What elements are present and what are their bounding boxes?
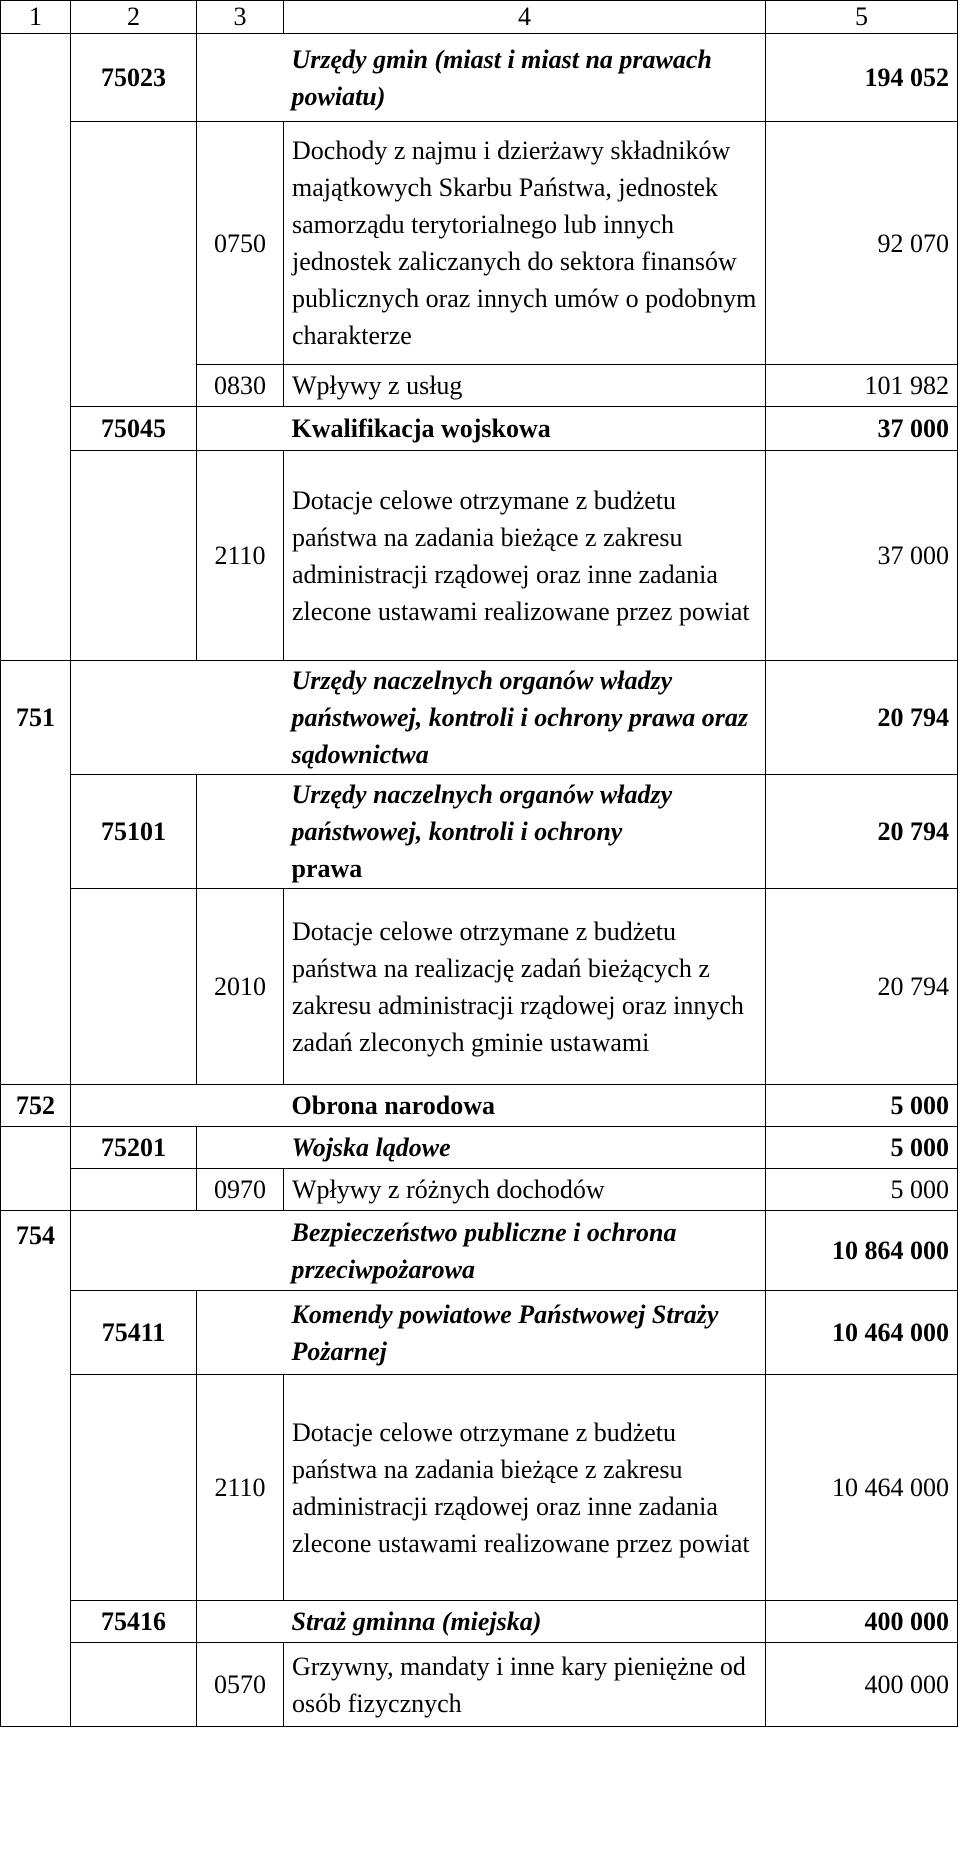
nazwa-cell: Bezpieczeństwo publiczne i ochrona przeciwpożarowa: [284, 1211, 766, 1291]
kwota-cell: 37 000: [766, 407, 958, 451]
table-row: [1, 1127, 958, 1169]
kwota-cell: 92 070: [766, 122, 958, 365]
paragraf-cell: 0970: [197, 1169, 284, 1211]
header-col-4: 4: [284, 1, 766, 34]
rozdzial-cell: 75045: [71, 407, 197, 451]
table-row: [1, 34, 958, 122]
nazwa-cell: Grzywny, mandaty i inne kary pieniężne od osób fizycznych: [284, 1643, 766, 1727]
kwota-cell: 400 000: [766, 1643, 958, 1727]
header-col-1: 1: [1, 1, 71, 34]
nazwa-cell: Wpływy z różnych dochodów: [284, 1169, 766, 1211]
table-row: [1, 365, 958, 407]
paragraf-cell: [197, 407, 284, 451]
dzial-cell: [1, 122, 71, 365]
nazwa-cell: Kwalifikacja wojskowa: [284, 407, 766, 451]
paragraf-cell: 0570: [197, 1643, 284, 1727]
kwota-cell: 194 052: [766, 34, 958, 122]
table-row: [1, 1291, 958, 1375]
kwota-cell: 5 000: [766, 1127, 958, 1169]
nazwa-cell: Dotacje celowe otrzymane z budżetu państwa na realizację zadań bieżących z zakresu administracji rządowej oraz innych zadań zleconych gminie ustawami: [284, 889, 766, 1085]
dzial-cell: [1, 1169, 71, 1211]
dzial-cell: [1, 451, 71, 661]
nazwa-cell: Urzędy gmin (miast i miast na prawach powiatu): [284, 34, 766, 122]
rozdzial-cell: 75416: [71, 1601, 197, 1643]
kwota-cell: 10 464 000: [766, 1375, 958, 1601]
rozdzial-cell: 75101: [71, 775, 197, 889]
paragraf-cell: 0750: [197, 122, 284, 365]
paragraf-cell: [197, 1601, 284, 1643]
rozdzial-cell: [71, 661, 197, 775]
nazwa-cell: Dotacje celowe otrzymane z budżetu państwa na zadania bieżące z zakresu administracji rządowej oraz inne zadania zlecone ustawami realizowane przez powiat: [284, 1375, 766, 1601]
dzial-cell: [1, 1643, 71, 1727]
nazwa-cell: Urzędy naczelnych organów władzy państwowej, kontroli i ochrony prawa oraz sądownictwa: [284, 661, 766, 775]
table-row: [1, 407, 958, 451]
rozdzial-cell: [71, 1085, 197, 1127]
dzial-cell: [1, 1601, 71, 1643]
paragraf-cell: 0830: [197, 365, 284, 407]
rozdzial-cell: [71, 365, 197, 407]
dzial-cell: [1, 1127, 71, 1169]
rozdzial-cell: [71, 1643, 197, 1727]
nazwa-cell: Dochody z najmu i dzierżawy składników majątkowych Skarbu Państwa, jednostek samorządu terytorialnego lub innych jednostek zaliczanych do sektora finansów publicznych oraz innych umów o podobnym charakterze: [284, 122, 766, 365]
dzial-cell: [1, 1375, 71, 1601]
rozdzial-cell: [71, 1211, 197, 1291]
header-col-3: 3: [197, 1, 284, 34]
paragraf-cell: [197, 661, 284, 775]
nazwa-tail: prawa: [291, 854, 363, 883]
header-col-2: 2: [71, 1, 197, 34]
kwota-cell: 20 794: [766, 775, 958, 889]
kwota-cell: 20 794: [766, 889, 958, 1085]
nazwa-cell: Wojska lądowe: [284, 1127, 766, 1169]
nazwa-cell: Komendy powiatowe Państwowej Straży Pożarnej: [284, 1291, 766, 1375]
kwota-cell: 5 000: [766, 1085, 958, 1127]
table-row: [1, 1211, 958, 1291]
table-row: [1, 1085, 958, 1127]
kwota-cell: 20 794: [766, 661, 958, 775]
dzial-cell: [1, 34, 71, 122]
kwota-cell: 10 464 000: [766, 1291, 958, 1375]
dzial-cell: 754: [1, 1211, 71, 1291]
rozdzial-cell: [71, 122, 197, 365]
nazwa-cell: Wpływy z usług: [284, 365, 766, 407]
table-row: [1, 1375, 958, 1601]
table-row: [1, 122, 958, 365]
rozdzial-cell: 75023: [71, 34, 197, 122]
table-row: [1, 889, 958, 1085]
paragraf-cell: [197, 775, 284, 889]
dzial-cell: [1, 1291, 71, 1375]
rozdzial-cell: [71, 451, 197, 661]
kwota-cell: 101 982: [766, 365, 958, 407]
rozdzial-cell: [71, 1169, 197, 1211]
table-row: [1, 1643, 958, 1727]
kwota-cell: 37 000: [766, 451, 958, 661]
paragraf-cell: 2110: [197, 451, 284, 661]
rozdzial-cell: [71, 889, 197, 1085]
paragraf-cell: 2110: [197, 1375, 284, 1601]
dzial-cell: [1, 365, 71, 407]
nazwa-text: Urzędy naczelnych organów władzy państwowej, kontroli i ochrony: [291, 780, 673, 846]
nazwa-cell: [284, 775, 766, 889]
kwota-cell: 10 864 000: [766, 1211, 958, 1291]
kwota-cell: 400 000: [766, 1601, 958, 1643]
kwota-cell: 5 000: [766, 1169, 958, 1211]
paragraf-cell: [197, 34, 284, 122]
dzial-cell: 751: [1, 661, 71, 775]
table-row: [1, 661, 958, 775]
rozdzial-cell: 75201: [71, 1127, 197, 1169]
dzial-cell: [1, 889, 71, 1085]
nazwa-cell: Dotacje celowe otrzymane z budżetu państwa na zadania bieżące z zakresu administracji rządowej oraz inne zadania zlecone ustawami realizowane przez powiat: [284, 451, 766, 661]
header-col-5: 5: [766, 1, 958, 34]
nazwa-cell: Straż gminna (miejska): [284, 1601, 766, 1643]
paragraf-cell: 2010: [197, 889, 284, 1085]
paragraf-cell: [197, 1291, 284, 1375]
paragraf-cell: [197, 1211, 284, 1291]
table-row: [1, 451, 958, 661]
dzial-cell: 752: [1, 1085, 71, 1127]
rozdzial-cell: 75411: [71, 1291, 197, 1375]
table-row: [1, 1169, 958, 1211]
paragraf-cell: [197, 1085, 284, 1127]
table-row: [1, 775, 958, 889]
table-row: [1, 1601, 958, 1643]
nazwa-cell: Obrona narodowa: [284, 1085, 766, 1127]
rozdzial-cell: [71, 1375, 197, 1601]
dzial-cell: [1, 407, 71, 451]
paragraf-cell: [197, 1127, 284, 1169]
dzial-cell: [1, 775, 71, 889]
header-row: [1, 1, 958, 34]
